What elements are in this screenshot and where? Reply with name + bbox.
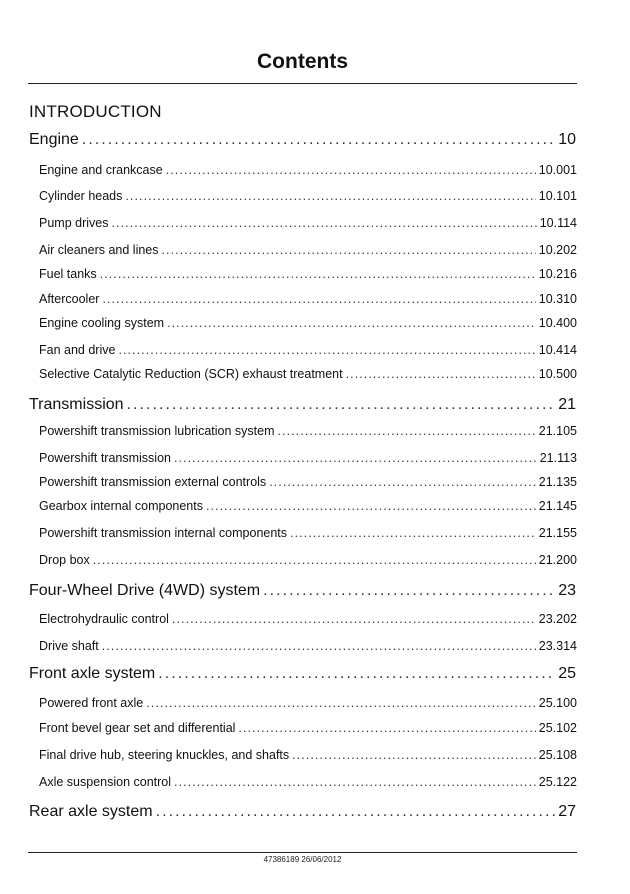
toc-section-page: 21 [558,396,576,413]
toc-entry-page: 21.200 [538,553,577,567]
toc-entry-page: 10.202 [538,243,577,257]
toc-leader-dots [166,163,536,177]
toc-entry-page: 21.155 [538,526,577,540]
toc-section-label: Transmission [29,396,124,413]
toc-entry-label: Powershift transmission [39,451,171,465]
toc-entry-label: Engine and crankcase [39,163,163,177]
toc-leader-dots [125,189,535,203]
page-title: Contents [257,50,348,73]
toc-entry-label: Fan and drive [39,343,116,357]
toc-leader-dots [278,424,536,438]
toc-leader-dots [238,721,535,735]
toc-entry-label: Powershift transmission internal components [39,526,288,540]
toc-leader-dots [100,267,536,281]
toc-leader-dots [167,316,536,330]
toc-section-page: 23 [558,582,576,599]
toc-section-transmission[interactable] [29,396,576,414]
toc-entry[interactable] [39,553,577,567]
toc-leader-dots [102,292,535,306]
toc-leader-dots [156,803,556,821]
toc-leader-dots [174,451,537,465]
toc-entry-label: Pump drives [39,216,109,230]
toc-entry[interactable] [39,451,577,465]
toc-leader-dots [290,526,536,540]
toc-entry-label: Powered front axle [39,696,144,710]
toc-entry-page: 10.001 [538,163,577,177]
toc-leader-dots [82,131,555,149]
toc-entry-page: 10.101 [538,189,577,203]
toc-leader-dots [146,696,536,710]
toc-entry-page: 25.108 [538,748,577,762]
toc-section-page: 25 [558,665,576,682]
toc-entry-label: Powershift transmission external controls [39,475,267,489]
toc-entry[interactable] [39,189,577,203]
toc-entry[interactable] [39,424,577,438]
toc-entry-label: Selective Catalytic Reduction (SCR) exhaust treatment [39,367,343,381]
toc-leader-dots [172,612,536,626]
toc-entry-page: 10.414 [538,343,577,357]
toc-entry-label: Front bevel gear set and differential [39,721,236,735]
toc-entry-label: Drive shaft [39,639,99,653]
toc-entry-page: 10.400 [538,316,577,330]
toc-entry[interactable] [39,526,577,540]
toc-section-page: 27 [558,803,576,820]
toc-section-label: Rear axle system [29,803,153,820]
toc-entry[interactable] [39,216,577,230]
toc-entry-page: 23.314 [538,639,577,653]
toc-entry-page: 21.145 [538,499,577,513]
toc-entry[interactable] [39,721,577,735]
toc-entry-page: 25.102 [538,721,577,735]
toc-entry-page: 25.122 [538,775,577,789]
toc-section-engine[interactable] [29,131,576,149]
toc-entry[interactable] [39,612,577,626]
toc-leader-dots [127,396,556,414]
toc-entry[interactable] [39,267,577,281]
toc-leader-dots [102,639,536,653]
toc-leader-dots [269,475,536,489]
toc-leader-dots [162,243,536,257]
header-rule [28,83,577,84]
toc-entry-label: Gearbox internal components [39,499,203,513]
toc-entry[interactable] [39,367,577,381]
toc-entry[interactable] [39,775,577,789]
toc-entry-page: 10.114 [539,216,577,230]
toc-leader-dots [206,499,536,513]
toc-leader-dots [118,343,535,357]
toc-entry[interactable] [39,343,577,357]
toc-entry[interactable] [39,748,577,762]
toc-section-rear-axle[interactable] [29,803,576,821]
toc-entry-page: 10.216 [538,267,577,281]
toc-leader-dots [263,582,555,600]
footer-rule [28,852,577,853]
toc-section-label: Engine [29,131,79,148]
toc-entry-label: Final drive hub, steering knuckles, and shafts [39,748,290,762]
toc-entry-label: Fuel tanks [39,267,97,281]
toc-leader-dots [346,367,536,381]
toc-entry-page: 21.105 [538,424,577,438]
footer-doc-id: 47386189 26/06/2012 [263,855,342,864]
toc-entry-label: Engine cooling system [39,316,165,330]
toc-leader-dots [174,775,536,789]
toc-entry[interactable] [39,292,577,306]
toc-entry-page: 10.500 [538,367,577,381]
toc-entry-page: 21.135 [538,475,577,489]
toc-section-front-axle[interactable] [29,665,576,683]
toc-entry-page: 23.202 [538,612,577,626]
toc-entry-page: 10.310 [538,292,577,306]
toc-entry[interactable] [39,475,577,489]
toc-entry-label: Electrohydraulic control [39,612,169,626]
toc-entry-page: 21.113 [539,451,577,465]
toc-section-label: Front axle system [29,665,156,682]
toc-section-4wd[interactable] [29,582,576,600]
toc-entry[interactable] [39,639,577,653]
toc-entry[interactable] [39,499,577,513]
toc-entry-label: Powershift transmission lubrication system [39,424,275,438]
toc-entry-label: Aftercooler [39,292,100,306]
toc-entry[interactable] [39,316,577,330]
toc-entry-label: Drop box [39,553,90,567]
toc-intro: INTRODUCTION [29,102,162,121]
toc-entry-label: Axle suspension control [39,775,172,789]
toc-section-page: 10 [558,131,576,148]
toc-entry[interactable] [39,243,577,257]
toc-leader-dots [158,665,555,683]
toc-entry[interactable] [39,696,577,710]
toc-entry-label: Cylinder heads [39,189,123,203]
toc-leader-dots [111,216,536,230]
toc-entry[interactable] [39,163,577,177]
toc-entry-label: Air cleaners and lines [39,243,159,257]
toc-section-label: Four-Wheel Drive (4WD) system [29,582,261,599]
toc-leader-dots [93,553,536,567]
toc-leader-dots [292,748,536,762]
toc-entry-page: 25.100 [538,696,577,710]
